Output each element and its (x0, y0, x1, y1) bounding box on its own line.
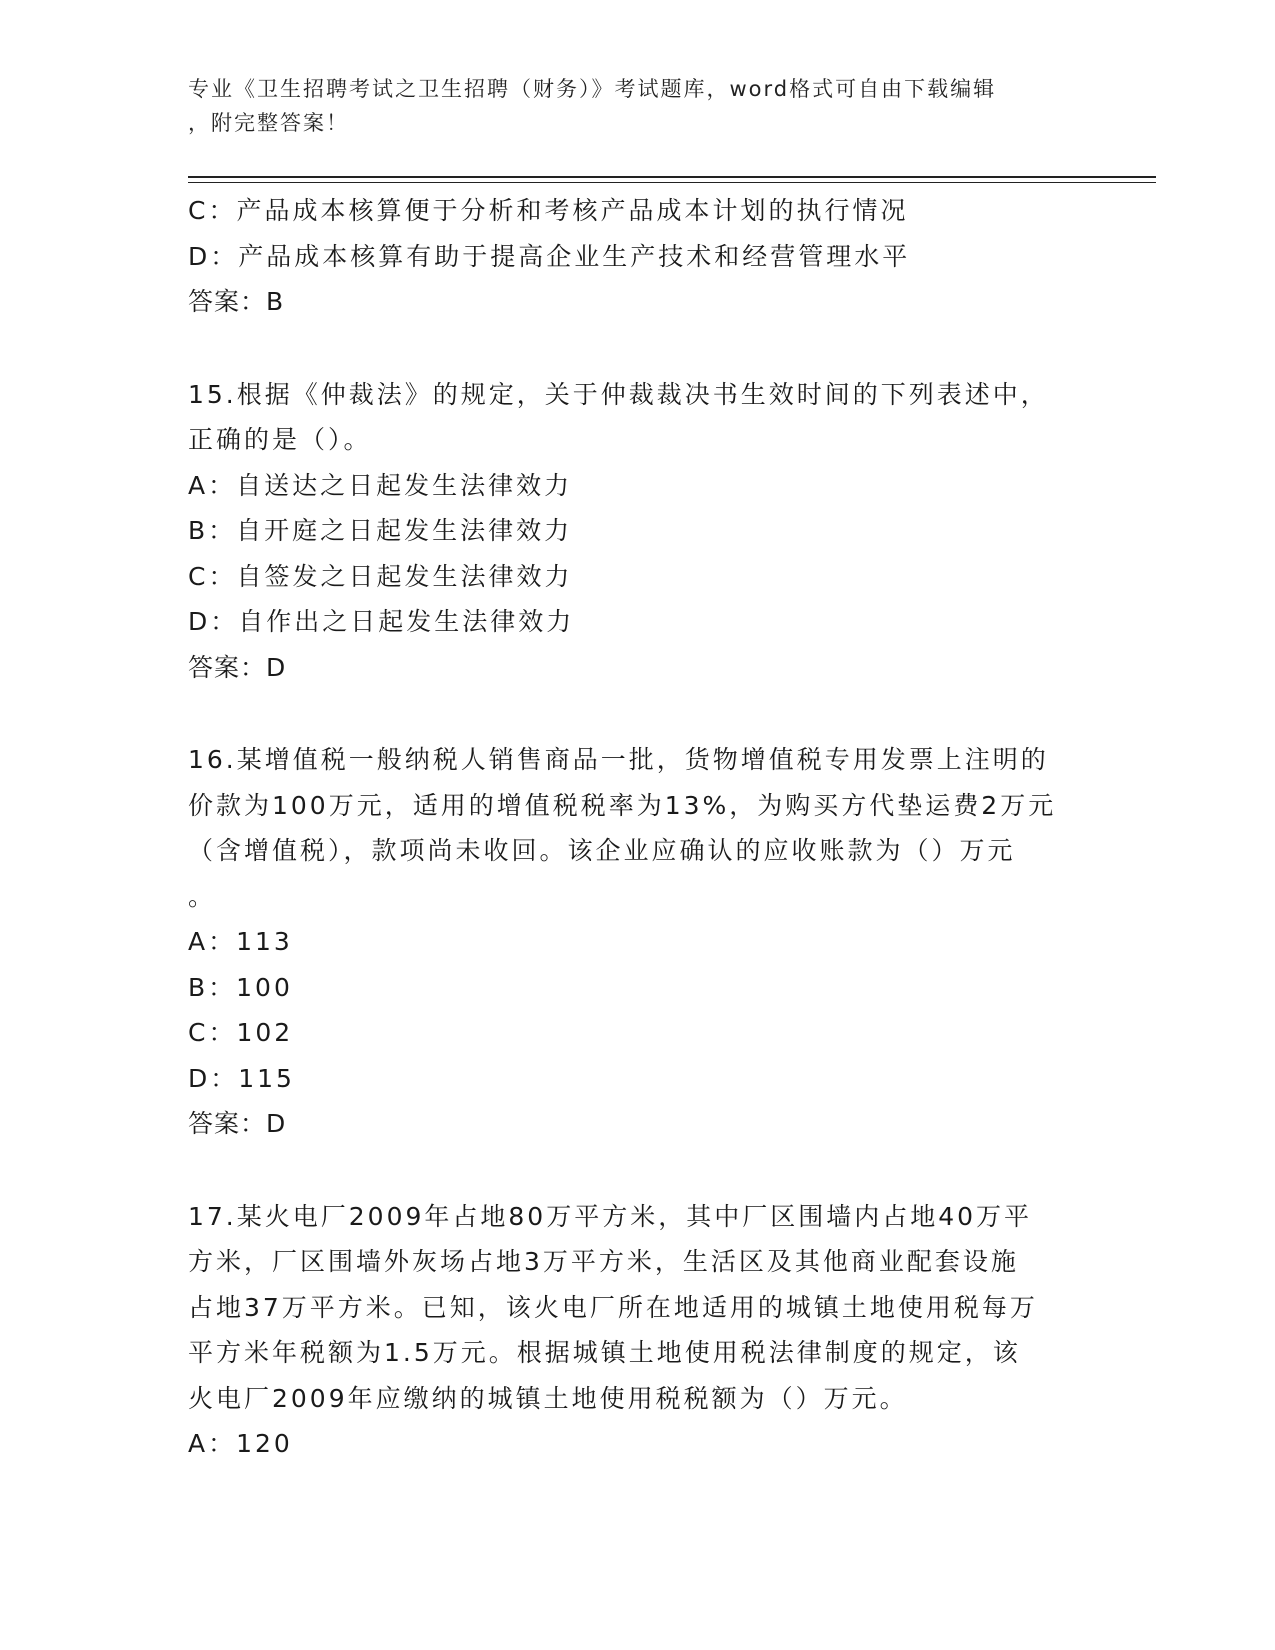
question-stem-line: 方米，厂区围墙外灰场占地3万平方米，生活区及其他商业配套设施 (188, 1247, 1019, 1276)
header-line-2: ，附完整答案！ (188, 111, 349, 135)
question-stem-line: 。 (188, 881, 217, 911)
spacer (188, 690, 1088, 737)
answer-line: 答案：D (188, 652, 287, 682)
spacer (188, 325, 1088, 372)
option-a: A：113 (188, 927, 293, 956)
option-c: C：产品成本核算便于分析和考核产品成本计划的执行情况 (188, 196, 909, 225)
question-17 (188, 1194, 1088, 1467)
question-stem-line: 价款为100万元，适用的增值税税率为13%，为购买方代垫运费2万元 (188, 790, 1057, 820)
page-header (188, 72, 1068, 140)
question-stem-line: 平方米年税额为1.5万元。根据城镇土地使用税法律制度的规定，该 (188, 1338, 1021, 1367)
question-stem-line: 15.根据《仲裁法》的规定，关于仲裁裁决书生效时间的下列表述中， (188, 379, 1049, 409)
question-stem-line: 火电厂2009年应缴纳的城镇土地使用税税额为（）万元。 (188, 1383, 908, 1413)
option-b: B：100 (188, 972, 293, 1002)
prev-question-block (188, 188, 1088, 325)
question-stem-line: 占地37万平方米。已知，该火电厂所在地适用的城镇土地使用税每万 (188, 1292, 1038, 1322)
option-a: A：120 (188, 1429, 293, 1458)
option-c: C：102 (188, 1018, 294, 1047)
answer-line: 答案：D (188, 1109, 287, 1138)
option-d: D：115 (188, 1063, 295, 1093)
question-stem-line: （含增值税），款项尚未收回。该企业应确认的应收账款为（）万元 (188, 836, 1016, 865)
question-15 (188, 372, 1088, 691)
header-rule-thin (188, 182, 1156, 183)
question-stem-line: 正确的是（）。 (188, 425, 372, 454)
question-content (188, 188, 1088, 1467)
option-c: C：自签发之日起发生法律效力 (188, 561, 573, 591)
header-line-1: 专业《卫生招聘考试之卫生招聘（财务）》考试题库，word格式可自由下载编辑 (188, 77, 997, 101)
header-rule-thick (188, 176, 1156, 178)
option-a: A：自送达之日起发生法律效力 (188, 470, 573, 500)
answer-line: 答案：B (188, 287, 285, 316)
question-stem-line: 17.某火电厂2009年占地80万平方米，其中厂区围墙内占地40万平 (188, 1201, 1033, 1231)
spacer (188, 1147, 1088, 1194)
option-d: D：产品成本核算有助于提高企业生产技术和经营管理水平 (188, 241, 911, 271)
question-16 (188, 737, 1088, 1147)
question-stem-line: 16.某增值税一般纳税人销售商品一批，货物增值税专用发票上注明的 (188, 745, 1049, 774)
option-d: D：自作出之日起发生法律效力 (188, 607, 575, 636)
option-b: B：自开庭之日起发生法律效力 (188, 516, 573, 545)
